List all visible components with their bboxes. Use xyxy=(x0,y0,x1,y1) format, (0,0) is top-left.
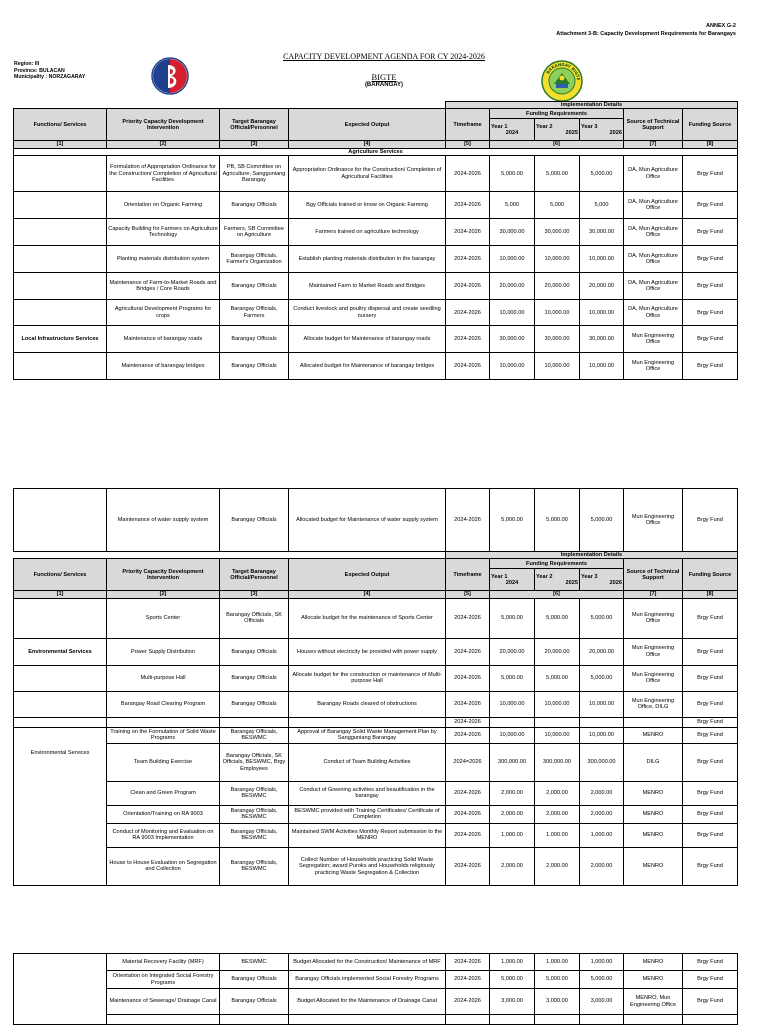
year3-cell: 10,000.00 xyxy=(580,300,624,326)
fund-cell: Brgy Fund xyxy=(683,727,738,743)
year3-cell: 2,000.00 xyxy=(580,781,624,805)
priority-cell: Orientation/Training on RA 9003 xyxy=(107,805,220,823)
fund-cell: Brgy Fund xyxy=(683,823,738,847)
year3-cell: 5,000.00 xyxy=(580,665,624,691)
year2-cell: 30,000.00 xyxy=(535,326,580,353)
col-num-6: [6] xyxy=(490,141,624,148)
timeframe-header: Timeframe xyxy=(446,109,490,141)
target-cell: Barangay Officials, Farmers xyxy=(220,300,289,326)
fund-cell: Brgy Fund xyxy=(683,989,738,1015)
source-cell: Mun Engineering Office xyxy=(624,638,683,665)
source-cell: Mun Engineering Office xyxy=(624,489,683,552)
col-num-8: [8] xyxy=(683,141,738,148)
source-cell: Mun Engineering Office xyxy=(624,598,683,638)
priority-cell: Orientation on Organic Farming xyxy=(107,192,220,219)
priority-cell: Formulation of Appropriation Ordinance for the Construction/ Completion of Agricultural Facilities xyxy=(107,156,220,192)
timeframe-cell: 2024-2026 xyxy=(446,954,490,971)
output-cell: Establish planting materials distribution in the barangay xyxy=(289,246,446,273)
col-num-1: [1] xyxy=(14,591,107,598)
col-num-4: [4] xyxy=(289,591,446,598)
year2-cell: 20,000.00 xyxy=(535,273,580,300)
timeframe-header: Timeframe xyxy=(446,559,490,591)
year2-cell: 2,000.00 xyxy=(535,805,580,823)
table-row xyxy=(14,300,738,326)
timeframe-cell: 2024-2026 xyxy=(446,353,490,380)
year3-cell: 20,000.00 xyxy=(580,638,624,665)
target-cell: Barangay Officials xyxy=(220,326,289,353)
target-cell: Barangay Officials xyxy=(220,971,289,989)
annex-label xyxy=(556,22,736,38)
year3-cell: 1,000.00 xyxy=(580,823,624,847)
year1-cell: 20,000.00 xyxy=(490,273,535,300)
priority-cell: Team Building Exercise xyxy=(107,743,220,781)
year3-cell: 5,000.00 xyxy=(580,598,624,638)
year1-cell: 5,000 xyxy=(490,192,535,219)
page1-table xyxy=(13,101,738,380)
target-cell: Barangay Officials, BESWMC xyxy=(220,823,289,847)
fund-cell: Brgy Fund xyxy=(683,156,738,192)
impl-details-header: Implementation Details xyxy=(446,102,738,109)
timeframe-cell: 2024-2026 xyxy=(446,219,490,246)
source-cell: DA, Mun Agriculture Office xyxy=(624,156,683,192)
fund-cell: Brgy Fund xyxy=(683,489,738,552)
timeframe-cell: 2024-2026 xyxy=(446,717,490,727)
source-cell: MENRO, Mun Engineering Office xyxy=(624,989,683,1015)
output-header: Expected Output xyxy=(289,109,446,141)
year2-cell: 1,000.00 xyxy=(535,823,580,847)
source-cell: MENRO xyxy=(624,954,683,971)
year3-cell: 10,000.00 xyxy=(580,353,624,380)
year3-cell: 10,000.00 xyxy=(580,246,624,273)
table-row xyxy=(14,638,738,665)
env-services-cell: Environmental Services xyxy=(14,727,107,885)
table-row xyxy=(14,971,738,989)
priority-cell: Maintenance of water supply system xyxy=(107,489,220,552)
target-cell: Barangay Officials xyxy=(220,691,289,717)
output-cell: Budget Allocated for the Maintenance of Drainage Canal xyxy=(289,989,446,1015)
document-title: CAPACITY DEVELOPMENT AGENDA FOR CY 2024-2026 xyxy=(283,52,485,61)
barangay-seal-icon xyxy=(541,60,583,102)
funding-req-header: Funding Requirements xyxy=(490,109,624,119)
target-cell: Barangay Officials xyxy=(220,665,289,691)
year1-cell: 10,000.00 xyxy=(490,691,535,717)
fund-cell: Brgy Fund xyxy=(683,353,738,380)
timeframe-cell: 2024-2026 xyxy=(446,691,490,717)
year1-cell: 5,000.00 xyxy=(490,156,535,192)
output-cell: Conduct of Team Building Activities xyxy=(289,743,446,781)
target-cell: Barangay Officials, Farmer's Organization xyxy=(220,246,289,273)
table-row xyxy=(14,353,738,380)
barangay-name: BIGTE xyxy=(371,72,397,82)
year1-cell: 5,000.00 xyxy=(490,489,535,552)
source-cell: MENRO xyxy=(624,823,683,847)
year2-cell: 2,000.00 xyxy=(535,847,580,885)
table-row xyxy=(14,743,738,781)
year1-cell: 300,000.00 xyxy=(490,743,535,781)
year1-cell: 5,000.00 xyxy=(490,971,535,989)
table-row xyxy=(14,273,738,300)
timeframe-cell: 2024-2026 xyxy=(446,326,490,353)
year2-cell: 10,000.00 xyxy=(535,300,580,326)
timeframe-cell: 2024-2026 xyxy=(446,598,490,638)
year1-cell: 1,000.00 xyxy=(490,954,535,971)
source-cell: Mun Engineering Office xyxy=(624,665,683,691)
target-cell: Barangay Officials, BESWMC xyxy=(220,847,289,885)
fund-cell: Brgy Fund xyxy=(683,781,738,805)
source-cell: MENRO xyxy=(624,971,683,989)
year2-cell: 5,000.00 xyxy=(535,489,580,552)
year1-cell: 2,000.00 xyxy=(490,847,535,885)
target-header: Target Barangay Official/Personnel xyxy=(220,109,289,141)
col-num-2: [2] xyxy=(107,141,220,148)
year2-cell: 5,000.00 xyxy=(535,156,580,192)
table-row xyxy=(14,598,738,638)
year3-header: Year 3 2026 xyxy=(580,119,624,141)
year1-cell: 1,000.00 xyxy=(490,823,535,847)
year2-cell: 5,000.00 xyxy=(535,598,580,638)
municipality-label: Municipality : NORZAGARAY xyxy=(14,74,86,80)
table-row xyxy=(14,847,738,885)
functions-header: Functions/ Services xyxy=(14,109,107,141)
timeframe-cell: 2024-2026 xyxy=(446,727,490,743)
target-cell: Barangay Officials xyxy=(220,489,289,552)
fund-cell: Brgy Fund xyxy=(683,691,738,717)
table-row xyxy=(14,326,738,353)
year3-cell: 3,000.00 xyxy=(580,989,624,1015)
fund-cell: Brgy Fund xyxy=(683,300,738,326)
year3-cell: 20,000.00 xyxy=(580,273,624,300)
source-cell: Mun Engineering Office xyxy=(624,353,683,380)
target-cell: Barangay Officials xyxy=(220,353,289,380)
target-cell: Farmers, SB Committee on Agriculture xyxy=(220,219,289,246)
col-num-5: [5] xyxy=(446,141,490,148)
output-cell: Houses without electricity be provided with power supply xyxy=(289,638,446,665)
target-cell: BESWMC xyxy=(220,954,289,971)
year1-cell: 10,000.00 xyxy=(490,727,535,743)
target-cell: Barangay Officials, BESWMC xyxy=(220,727,289,743)
barangay-subtitle: (BARANGAY) xyxy=(364,82,404,88)
table-row xyxy=(14,156,738,192)
source-cell: DA, Mun Agriculture Office xyxy=(624,300,683,326)
year3-cell: 1,000.00 xyxy=(580,954,624,971)
year1-cell: 30,000.00 xyxy=(490,219,535,246)
year3-cell: 5,000 xyxy=(580,192,624,219)
year3-cell: 5,000.00 xyxy=(580,971,624,989)
year3-cell: 10,000.00 xyxy=(580,727,624,743)
output-cell: Allocate budget for the maintenance of Sports Center xyxy=(289,598,446,638)
timeframe-cell: 2024-2026 xyxy=(446,638,490,665)
priority-cell: Training on the Formulation of Solid Waste Programs xyxy=(107,727,220,743)
timeframe-cell: 2024-2026 xyxy=(446,156,490,192)
priority-cell: Material Recovery Facility (MRF) xyxy=(107,954,220,971)
col-num-5: [5] xyxy=(446,591,490,598)
output-cell: Budget Allocated for the Construction/ Maintenance of MRF xyxy=(289,954,446,971)
table-row xyxy=(14,691,738,717)
target-cell: Barangay Officials, SK Officials, BESWMC, Brgy Employees xyxy=(220,743,289,781)
year3-cell: 300,000.00 xyxy=(580,743,624,781)
year2-cell: 2,000.00 xyxy=(535,781,580,805)
target-cell: Barangay Officials xyxy=(220,192,289,219)
fund-cell: Brgy Fund xyxy=(683,847,738,885)
priority-cell: Planting materials distribution system xyxy=(107,246,220,273)
fund-cell: Brgy Fund xyxy=(683,717,738,727)
fund-cell: Brgy Fund xyxy=(683,326,738,353)
year2-header: Year 2 2025 xyxy=(535,119,580,141)
output-cell: Barangay Roads cleared of obstructions xyxy=(289,691,446,717)
year3-cell: 5,000.00 xyxy=(580,156,624,192)
timeframe-cell: 2024-2026 xyxy=(446,781,490,805)
table-row xyxy=(14,246,738,273)
timeframe-cell: 2024-2026 xyxy=(446,300,490,326)
fund-cell: Brgy Fund xyxy=(683,598,738,638)
timeframe-cell: 2024-2026 xyxy=(446,489,490,552)
year2-cell: 5,000.00 xyxy=(535,665,580,691)
year3-cell: 10,000.00 xyxy=(580,691,624,717)
year3-cell: 30,000.00 xyxy=(580,219,624,246)
function-cell: Local Infrastructure Services xyxy=(14,326,107,353)
timeframe-cell: 2024-2026 xyxy=(446,847,490,885)
target-cell: Barangay Officials xyxy=(220,638,289,665)
year3-cell: 5,000.00 xyxy=(580,489,624,552)
source-cell: DA, Mun Agriculture Office xyxy=(624,273,683,300)
col-num-6: [6] xyxy=(490,591,624,598)
source-cell: MENRO xyxy=(624,805,683,823)
fund-cell: Brgy Fund xyxy=(683,665,738,691)
year1-cell: 3,000.00 xyxy=(490,989,535,1015)
priority-cell: Conduct of Monitoring and Evaluation on RA 9003 Implementation xyxy=(107,823,220,847)
target-header: Target Barangay Official/Personnel xyxy=(220,559,289,591)
priority-header: Priority Capacity Development Intervention xyxy=(107,109,220,141)
priority-header: Priority Capacity Development Intervention xyxy=(107,559,220,591)
fund-cell: Brgy Fund xyxy=(683,219,738,246)
priority-cell: Clean and Green Program xyxy=(107,781,220,805)
priority-cell: Multi-purpose Hall xyxy=(107,665,220,691)
priority-cell: House to House Evaluation on Segregation and Collection xyxy=(107,847,220,885)
col-num-4: [4] xyxy=(289,141,446,148)
table-row xyxy=(14,727,738,743)
annex-title: ANNEX G-2 xyxy=(706,23,736,29)
table-row xyxy=(14,489,738,552)
fund-cell: Brgy Fund xyxy=(683,273,738,300)
source-cell: DA, Mun Agriculture Office xyxy=(624,192,683,219)
year2-cell: 10,000.00 xyxy=(535,691,580,717)
fund-cell: Brgy Fund xyxy=(683,743,738,781)
year3-cell: 30,000.00 xyxy=(580,326,624,353)
impl-details-header: Implementation Details xyxy=(446,552,738,559)
source-cell: MENRO xyxy=(624,781,683,805)
priority-cell: Barangay Road Clearing Program xyxy=(107,691,220,717)
fund-cell: Brgy Fund xyxy=(683,246,738,273)
timeframe-cell: 2024-2026 xyxy=(446,192,490,219)
tech-source-header: Source of Technical Support xyxy=(624,559,683,591)
output-cell: Barangay Officials implemented Social Forestry Programs xyxy=(289,971,446,989)
year2-cell: 1,000.00 xyxy=(535,954,580,971)
priority-cell: Maintenance of Sewerage/ Drainage Canal xyxy=(107,989,220,1015)
function-cell: Environmental Services xyxy=(14,638,107,665)
timeframe-cell: 2024-2026 xyxy=(446,805,490,823)
target-cell: Barangay Officials xyxy=(220,989,289,1015)
output-cell: Approval of Barangay Solid Waste Management Plan by Sangguniang Barangay xyxy=(289,727,446,743)
table-row xyxy=(14,665,738,691)
fund-cell: Brgy Fund xyxy=(683,805,738,823)
year1-cell: 10,000.00 xyxy=(490,246,535,273)
target-cell: Barangay Officials, BESWMC xyxy=(220,805,289,823)
table-row xyxy=(14,823,738,847)
target-cell: Barangay Officials xyxy=(220,273,289,300)
col-num-3: [3] xyxy=(220,591,289,598)
year2-cell: 10,000.00 xyxy=(535,353,580,380)
table-row xyxy=(14,219,738,246)
col-num-7: [7] xyxy=(624,141,683,148)
fund-source-header: Funding Source xyxy=(683,109,738,141)
table-row xyxy=(14,989,738,1015)
seal-text: BARANGAY BIGTE xyxy=(545,61,582,81)
timeframe-cell: 2024-2026 xyxy=(446,665,490,691)
year1-cell: 5,000.00 xyxy=(490,665,535,691)
dilg-logo-icon xyxy=(151,57,189,95)
timeframe-cell: 2024-2026 xyxy=(446,823,490,847)
year2-header: Year 2 2025 xyxy=(535,569,580,591)
functions-header: Functions/ Services xyxy=(14,559,107,591)
timeframe-cell: 2024-2026 xyxy=(446,246,490,273)
priority-cell: Sports Center xyxy=(107,598,220,638)
output-cell: Maintained SWM Activities Monthly Report submission to the MENRO xyxy=(289,823,446,847)
source-cell: DA, Mun Agriculture Office xyxy=(624,219,683,246)
target-cell: Barangay Officials, SK Officials xyxy=(220,598,289,638)
year1-cell: 10,000.00 xyxy=(490,300,535,326)
fund-cell: Brgy Fund xyxy=(683,192,738,219)
year1-cell: 10,000.00 xyxy=(490,353,535,380)
year3-header: Year 3 2026 xyxy=(580,569,624,591)
col-num-3: [3] xyxy=(220,141,289,148)
col-num-8: [8] xyxy=(683,591,738,598)
output-cell: Appropriation Ordinance for the Construction/ Completion of Agricultural Facilities xyxy=(289,156,446,192)
year2-cell: 10,000.00 xyxy=(535,727,580,743)
page2-table xyxy=(13,488,738,886)
timeframe-cell: 2024=2026 xyxy=(446,743,490,781)
attachment-title: Attachment 3-B: Capacity Development Requirements for Barangays xyxy=(556,31,736,37)
output-cell: Maintained Farm to Market Roads and Bridges xyxy=(289,273,446,300)
timeframe-cell: 2024-2026 xyxy=(446,971,490,989)
priority-cell: Maintenance of barangay bridges xyxy=(107,353,220,380)
output-cell: Farmers trained on agriculture technology xyxy=(289,219,446,246)
priority-cell: Capacity Building for Farmers on Agriculture Technology xyxy=(107,219,220,246)
page3-table xyxy=(13,953,738,1025)
province-label: Province: BULACAN xyxy=(14,67,65,74)
year3-cell: 2,000.00 xyxy=(580,805,624,823)
fund-source-header: Funding Source xyxy=(683,559,738,591)
year1-cell: 5,000.00 xyxy=(490,598,535,638)
output-cell: Allocated budget for Maintenance of water supply system xyxy=(289,489,446,552)
output-cell: Allocate budget for the construction or maintenance of Multi-purpose Hall xyxy=(289,665,446,691)
target-cell: Barangay Officials, BESWMC xyxy=(220,781,289,805)
table-row xyxy=(14,954,738,971)
fund-cell: Brgy Fund xyxy=(683,638,738,665)
funding-req-header: Funding Requirements xyxy=(490,559,624,569)
output-cell: BESWMC provided with Training Certificates/ Certificate of Completion xyxy=(289,805,446,823)
fund-cell: Brgy Fund xyxy=(683,954,738,971)
year2-cell: 300,000.00 xyxy=(535,743,580,781)
output-cell: Bgy Officials trained or know on Organic Farming xyxy=(289,192,446,219)
output-cell: Collect Number of Households practicing Solid Waste Segregation; award Puroks and Households religiously practicing Waste Segregation & Collection xyxy=(289,847,446,885)
year2-cell: 20,000.00 xyxy=(535,638,580,665)
priority-cell: Maintenance of Farm-to-Market Roads and Bridges / Core Roads xyxy=(107,273,220,300)
source-cell: Mun Engineering Office xyxy=(624,326,683,353)
year2-cell: 30,000.00 xyxy=(535,219,580,246)
table-row xyxy=(14,1015,738,1025)
table-row xyxy=(14,717,738,727)
output-cell: Allocate budget for Maintenance of barangay roads xyxy=(289,326,446,353)
table-row xyxy=(14,805,738,823)
timeframe-cell: 2024-2026 xyxy=(446,273,490,300)
output-cell: Conduct livestock and poultry dispersal and create seedling nursery xyxy=(289,300,446,326)
year2-cell: 3,000.00 xyxy=(535,989,580,1015)
output-header: Expected Output xyxy=(289,559,446,591)
section-agriculture: Agriculture Services xyxy=(14,148,738,155)
source-cell: MENRO xyxy=(624,727,683,743)
year2-cell: 5,000.00 xyxy=(535,971,580,989)
fund-cell: Brgy Fund xyxy=(683,971,738,989)
timeframe-cell: 2024-2026 xyxy=(446,989,490,1015)
year1-header: Year 1 2024 xyxy=(490,569,535,591)
priority-cell: Orientation on Integrated Social Forestry Programs xyxy=(107,971,220,989)
col-num-1: [1] xyxy=(14,141,107,148)
source-cell: DILG xyxy=(624,743,683,781)
table-row xyxy=(14,781,738,805)
year1-header: Year 1 2024 xyxy=(490,119,535,141)
col-num-7: [7] xyxy=(624,591,683,598)
target-cell: PB, SB Committee on Agriculture, Sangguniang Barangay xyxy=(220,156,289,192)
region-label: Region: III xyxy=(14,61,40,67)
year2-cell: 5,000 xyxy=(535,192,580,219)
priority-cell: Maintenance of barangay roads xyxy=(107,326,220,353)
source-cell: Mun Engineering Office, DILG xyxy=(624,691,683,717)
source-cell: MENRO xyxy=(624,847,683,885)
year3-cell: 2,000.00 xyxy=(580,847,624,885)
year1-cell: 2,000.00 xyxy=(490,781,535,805)
priority-cell: Power Supply Distribution xyxy=(107,638,220,665)
priority-cell: Agricultural Development Programs for crops xyxy=(107,300,220,326)
year1-cell: 20,000.00 xyxy=(490,638,535,665)
table-row xyxy=(14,192,738,219)
output-cell: Allocated budget for Maintenance of barangay bridges xyxy=(289,353,446,380)
year1-cell: 30,000.00 xyxy=(490,326,535,353)
source-cell: DA, Mun Agriculture Office xyxy=(624,246,683,273)
year2-cell: 10,000.00 xyxy=(535,246,580,273)
col-num-2: [2] xyxy=(107,591,220,598)
output-cell: Conduct of Greening activities and beautification in the barangay xyxy=(289,781,446,805)
tech-source-header: Source of Technical Support xyxy=(624,109,683,141)
year1-cell: 2,000.00 xyxy=(490,805,535,823)
